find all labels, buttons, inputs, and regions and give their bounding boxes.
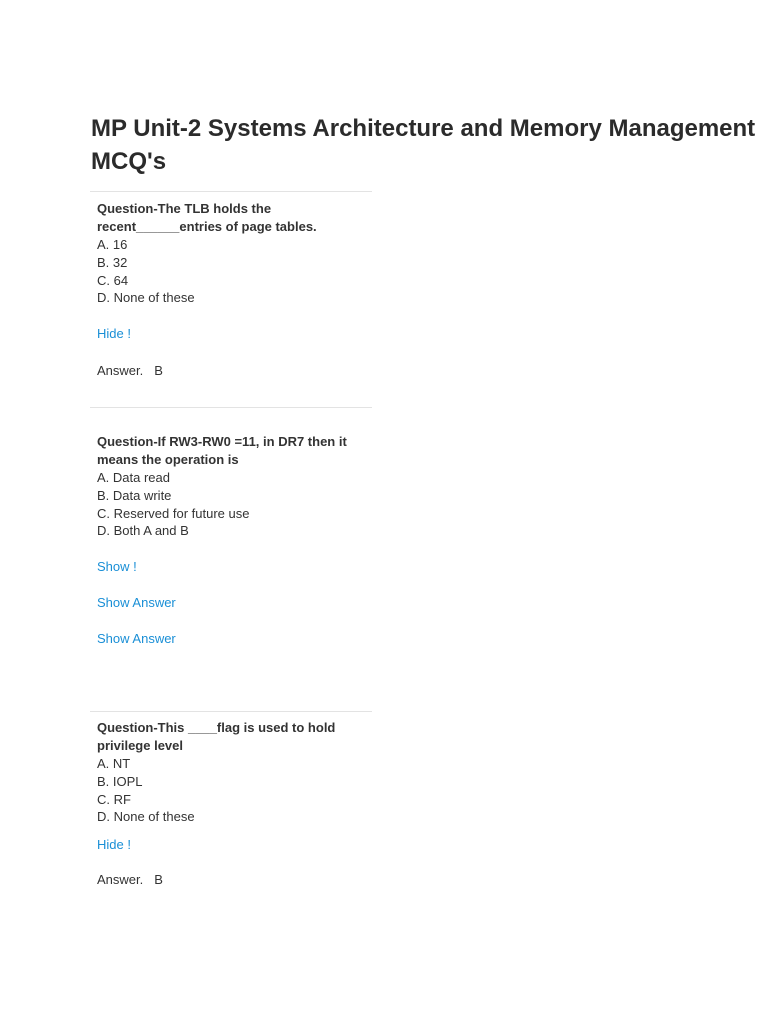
- divider: [90, 407, 372, 408]
- question-text-line2: means the operation is: [97, 452, 239, 467]
- option-b: B. IOPL: [97, 773, 143, 789]
- question-text-line1: Question-This ____flag is used to hold: [97, 720, 336, 735]
- option-d: D. None of these: [97, 290, 195, 306]
- option-c: C. Reserved for future use: [97, 505, 250, 521]
- option-d: D. Both A and B: [97, 523, 189, 539]
- hide-answer-link[interactable]: Hide !: [97, 837, 131, 852]
- show-answer-link[interactable]: Show Answer: [97, 595, 176, 610]
- answer: [97, 362, 163, 380]
- options-list: [97, 236, 367, 307]
- answer-label: Answer.: [97, 872, 144, 887]
- option-b: B. 32: [97, 254, 128, 270]
- question-1: [97, 200, 367, 307]
- option-a: A. Data read: [97, 470, 170, 485]
- options-list: [97, 469, 367, 540]
- answer: [97, 871, 163, 889]
- question-text: [97, 719, 367, 755]
- question-text: [97, 200, 367, 236]
- question-2: [97, 433, 367, 540]
- page-title: MP Unit-2 Systems Architecture and Memory Management MCQ's: [91, 115, 756, 175]
- option-d: D. None of these: [97, 809, 195, 825]
- answer-value: B: [154, 872, 163, 887]
- options-list: [97, 755, 367, 826]
- option-b: B. Data write: [97, 487, 172, 503]
- question-text-line1: Question-The TLB holds the: [97, 201, 272, 216]
- show-toggle-link[interactable]: Show !: [97, 559, 137, 574]
- option-c: C. 64: [97, 272, 129, 288]
- hide-answer-link[interactable]: Hide !: [97, 326, 131, 341]
- answer-value: B: [154, 363, 163, 378]
- divider: [90, 191, 372, 192]
- question-text: [97, 433, 367, 469]
- question-text-line1: Question-If RW3-RW0 =11, in DR7 then it: [97, 434, 347, 449]
- option-a: A. 16: [97, 237, 128, 252]
- question-3: [97, 719, 367, 826]
- answer-label: Answer.: [97, 363, 144, 378]
- divider: [90, 711, 372, 712]
- option-c: C. RF: [97, 791, 131, 807]
- option-a: A. NT: [97, 756, 131, 771]
- question-text-line2: recent______entries of page tables.: [97, 219, 317, 234]
- show-answer-link[interactable]: Show Answer: [97, 631, 176, 646]
- question-text-line2: privilege level: [97, 738, 183, 753]
